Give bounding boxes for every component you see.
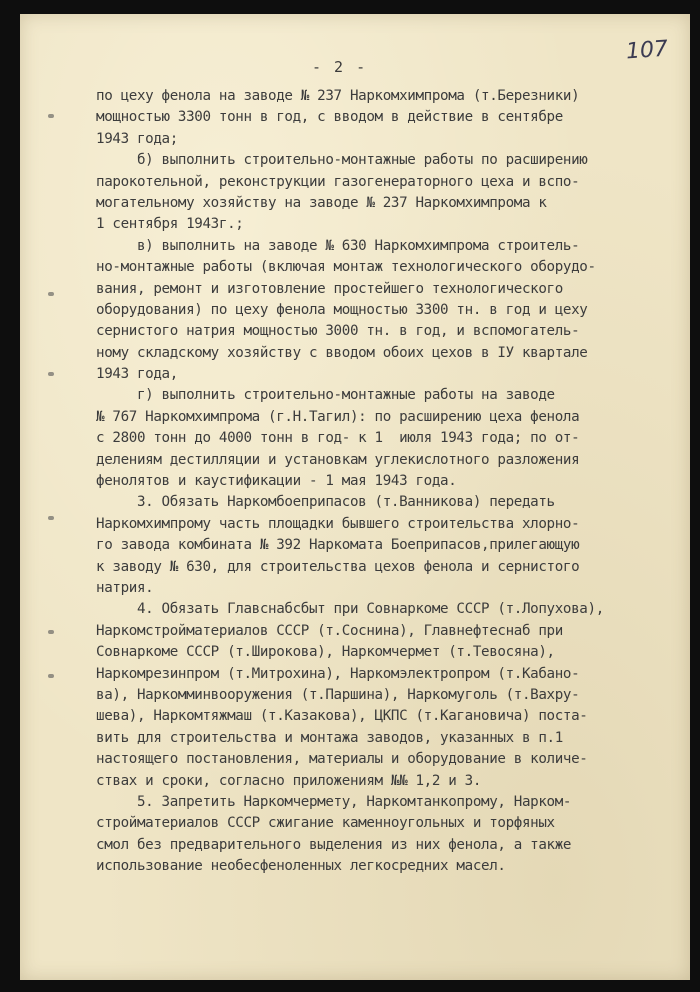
text-line: использование необесфеноленных легкосредних масел. [96, 858, 506, 875]
text-line: 4. Обязать Главснабсбыт при Совнаркоме СССР (т.Лопухова), [96, 601, 604, 618]
text-line: смол без предварительного выделения из них фенола, а также [96, 836, 572, 853]
text-line: вания, ремонт и изготовление простейшего технологического [96, 280, 563, 297]
text-line: Наркомхимпрому часть площадки бывшего строительства хлорно- [96, 515, 580, 532]
text-line: мощностью 3300 тонн в год, с вводом в действие в сентябре [96, 109, 563, 126]
text-line: ному складскому хозяйству с вводом обоих цехов в IУ квартале [96, 344, 588, 361]
punch-hole-mark [48, 630, 54, 634]
punch-hole-mark [48, 516, 54, 520]
text-line: настоящего постановления, материалы и оборудование в количе- [96, 751, 588, 768]
text-line: № 767 Наркомхимпрома (г.Н.Тагил): по расширению цеха фенола [96, 408, 580, 425]
text-line: ва), Наркомминвооружения (т.Паршина), Наркомуголь (т.Вахру- [96, 686, 580, 703]
text-line: оборудования) по цеху фенола мощностью 3300 тн. в год и цеху [96, 301, 588, 318]
archive-folio-number: 107 [625, 36, 669, 65]
text-line: с 2800 тонн до 4000 тонн в год- к 1 июля 1943 года; по от- [96, 430, 580, 447]
text-line: го завода комбината № 392 Наркомата Боеприпасов,прилегающую [96, 537, 580, 554]
document-body [96, 86, 661, 877]
text-line: Наркомстройматериалов СССР (т.Соснина), Главнефтеснаб при [96, 622, 563, 639]
text-line: 5. Запретить Наркомчермету, Наркомтанкопрому, Нарком- [96, 793, 572, 810]
text-line: но-монтажные работы (включая монтаж технологического оборудо- [96, 259, 596, 276]
text-line: г) выполнить строительно-монтажные работы на заводе [96, 387, 555, 404]
punch-hole-mark [48, 292, 54, 296]
text-line: б) выполнить строительно-монтажные работы по расширению [96, 152, 588, 169]
punch-hole-mark [48, 114, 54, 118]
text-line: натрия. [96, 579, 154, 596]
text-line: 1943 года, [96, 366, 178, 383]
text-line: в) выполнить на заводе № 630 Наркомхимпрома строитель- [96, 237, 580, 254]
text-line: 1 сентября 1943г.; [96, 216, 244, 233]
text-line: фенолятов и каустификации - 1 мая 1943 года. [96, 473, 457, 490]
text-line: Наркомрезинпром (т.Митрохина), Наркомэлектропром (т.Кабано- [96, 665, 580, 682]
page-number: - 2 - [312, 58, 368, 76]
text-line: сернистого натрия мощностью 3000 тн. в год, и вспомогатель- [96, 323, 580, 340]
text-line: 1943 года; [96, 130, 178, 147]
punch-hole-mark [48, 674, 54, 678]
text-line: парокотельной, реконструкции газогенераторного цеха и вспо- [96, 173, 580, 190]
text-line: ствах и сроки, согласно приложениям №№ 1,2 и 3. [96, 772, 482, 789]
text-line: Совнаркоме СССР (т.Широкова), Наркомчермет (т.Тевосяна), [96, 644, 555, 661]
text-line: по цеху фенола на заводе № 237 Наркомхимпрома (т.Березники) [96, 88, 580, 104]
punch-hole-mark [48, 372, 54, 376]
text-line: шева), Наркомтяжмаш (т.Казакова), ЦКПС (т.Кагановича) поста- [96, 708, 588, 725]
text-line: делениям дестилляции и установкам углекислотного разложения [96, 451, 580, 468]
text-line: 3. Обязать Наркомбоеприпасов (т.Ванникова) передать [96, 494, 555, 511]
text-line: к заводу № 630, для строительства цехов фенола и сернистого [96, 558, 580, 575]
text-line: вить для строительства и монтажа заводов, указанных в п.1 [96, 729, 563, 746]
text-line: стройматериалов СССР сжигание каменноугольных и торфяных [96, 815, 555, 832]
text-line: могательному хозяйству на заводе № 237 Наркомхимпрома к [96, 194, 547, 211]
